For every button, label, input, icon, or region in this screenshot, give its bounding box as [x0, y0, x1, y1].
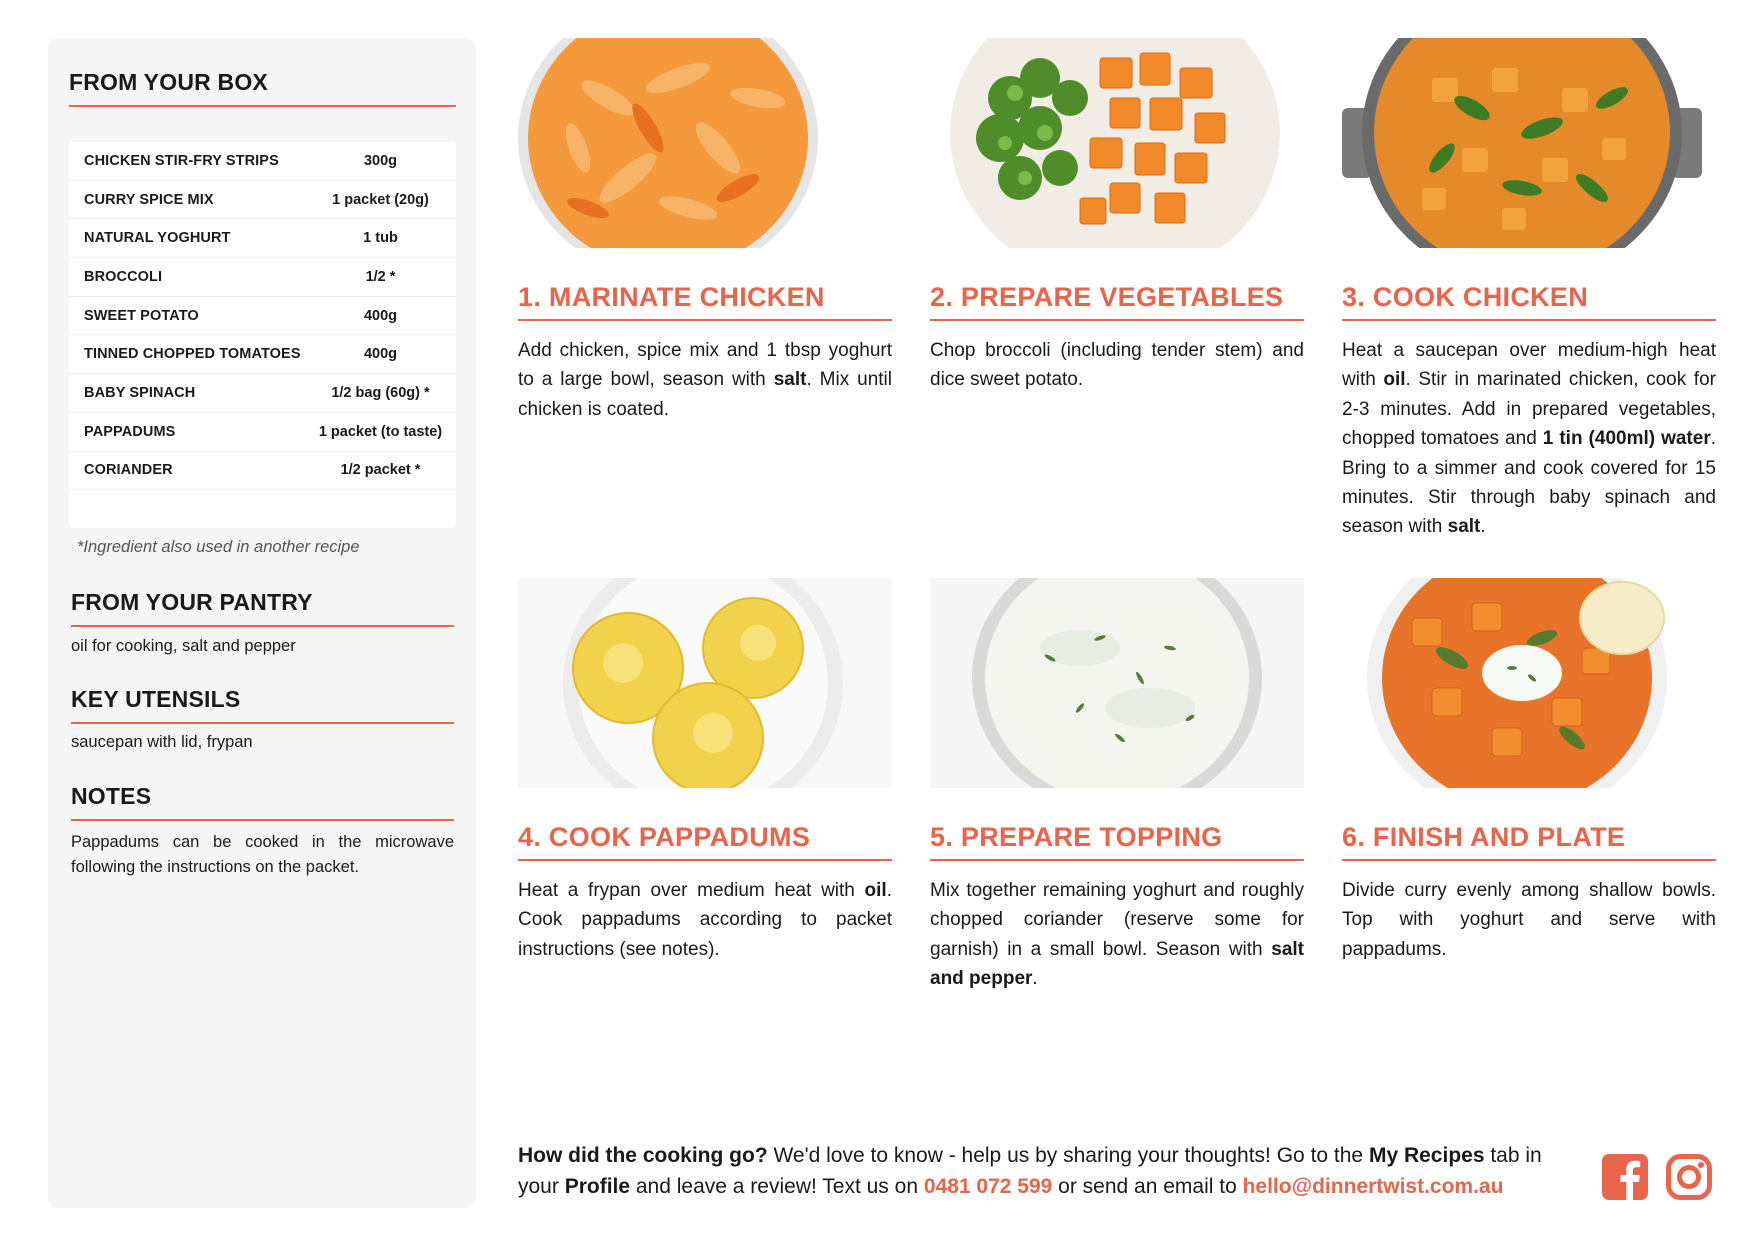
ingredients-sidebar [48, 38, 476, 1208]
table-row [69, 335, 456, 374]
step-title: 6. FINISH AND PLATE [1342, 822, 1716, 861]
step-text: Heat a frypan over medium heat with oil. Cook pappadums according to packet instructions (see notes). [518, 880, 892, 960]
ingredient-name: TINNED CHOPPED TOMATOES [84, 346, 301, 363]
curry-in-saucepan-image [1342, 38, 1716, 248]
table-row [69, 452, 456, 491]
table-row [69, 374, 456, 413]
instagram-icon[interactable] [1666, 1154, 1712, 1200]
phone-link[interactable]: 0481 072 599 [923, 1175, 1053, 1198]
step-6 [1342, 578, 1716, 960]
step-text: Divide curry evenly among shallow bowls. Top with yoghurt and serve with pappadums. [1342, 880, 1716, 960]
table-row [69, 297, 456, 336]
ingredient-qty: 1 tub [363, 230, 398, 247]
my-recipes-link[interactable]: My Recipes [1368, 1144, 1485, 1167]
step-4 [518, 578, 892, 960]
ingredient-footnote: *Ingredient also used in another recipe [77, 538, 360, 556]
ingredient-name: CORIANDER [84, 462, 173, 479]
ingredient-name: BROCCOLI [84, 268, 163, 285]
table-row [69, 142, 456, 181]
from-your-box-heading: FROM YOUR BOX [69, 69, 456, 107]
step-image [930, 38, 1304, 248]
ingredient-name: PAPPADUMS [84, 423, 176, 440]
pantry-text: oil for cooking, salt and pepper [71, 637, 296, 655]
ingredient-qty: 1/2 packet * [340, 462, 421, 479]
ingredient-name: CURRY SPICE MIX [84, 191, 214, 208]
profile-link[interactable]: Profile [564, 1175, 631, 1198]
step-5 [930, 578, 1304, 990]
table-row [69, 219, 456, 258]
ingredient-qty: 1/2 * [365, 268, 396, 285]
step-title: 5. PREPARE TOPPING [930, 822, 1304, 861]
pappadums-plate-image [518, 578, 892, 788]
utensils-text: saucepan with lid, frypan [71, 733, 253, 751]
table-row [69, 258, 456, 297]
step-image [518, 578, 892, 788]
facebook-icon[interactable] [1602, 1154, 1648, 1200]
step-title: 3. COOK CHICKEN [1342, 282, 1716, 321]
step-image [1342, 578, 1716, 788]
step-title: 2. PREPARE VEGETABLES [930, 282, 1304, 321]
chopped-vegetables-plate-image [930, 38, 1304, 248]
ingredient-qty: 1 packet (to taste) [318, 423, 443, 440]
step-1 [518, 38, 892, 420]
email-link[interactable]: hello@dinnertwist.com.au [1242, 1175, 1504, 1198]
step-2 [930, 38, 1304, 391]
step-text: Add chicken, spice mix and 1 tbsp yoghurt to a large bowl, season with salt. Mix until chicken is coated. [518, 340, 892, 420]
marinated-chicken-bowl-image [518, 38, 892, 248]
ingredient-qty: 1 packet (20g) [332, 191, 429, 208]
yoghurt-topping-bowl-image [930, 578, 1304, 788]
notes-text: Pappadums can be cooked in the microwave following the instructions on the packet. [71, 833, 454, 876]
step-text: Heat a saucepan over medium-high heat with oil. Stir in marinated chicken, cook for 2-3 minutes. Add in prepared vegetables, chopped tomatoes and 1 tin (400ml) water. Bring to a simmer and cook covered for 15 minutes. Stir through baby spinach and season with salt. [1342, 340, 1716, 538]
step-image [518, 38, 892, 248]
step-text: Mix together remaining yoghurt and roughly chopped coriander (reserve some for garnish) in a small bowl. Season with salt and pepper. [930, 880, 1304, 990]
table-row [69, 181, 456, 220]
ingredient-qty: 1/2 bag (60g) * [331, 384, 430, 401]
ingredient-name: SWEET POTATO [84, 307, 199, 324]
table-row [69, 413, 456, 452]
key-utensils-heading: KEY UTENSILS [71, 686, 454, 724]
ingredient-name: BABY SPINACH [84, 384, 196, 401]
from-your-pantry-heading: FROM YOUR PANTRY [71, 589, 454, 627]
step-3 [1342, 38, 1716, 538]
ingredient-qty: 400g [363, 307, 398, 324]
plated-curry-bowl-image [1342, 578, 1716, 788]
step-title: 4. COOK PAPPADUMS [518, 822, 892, 861]
step-title: 1. MARINATE CHICKEN [518, 282, 892, 321]
ingredient-qty: 400g [363, 346, 398, 363]
step-image [1342, 38, 1716, 248]
review-prompt: How did the cooking go? We'd love to know - help us by sharing your thoughts! Go to the My Recipes tab in your Profile and leave a review! Text us on 0481 072 599 or send an email to hello@dinnertwist.com.au [518, 1144, 1542, 1198]
ingredient-qty: 300g [363, 152, 398, 169]
ingredient-name: NATURAL YOGHURT [84, 230, 231, 247]
step-text: Chop broccoli (including tender stem) and dice sweet potato. [930, 340, 1304, 391]
ingredient-name: CHICKEN STIR-FRY STRIPS [84, 152, 279, 169]
notes-heading: NOTES [71, 783, 454, 821]
step-image [930, 578, 1304, 788]
ingredients-table [69, 142, 456, 528]
